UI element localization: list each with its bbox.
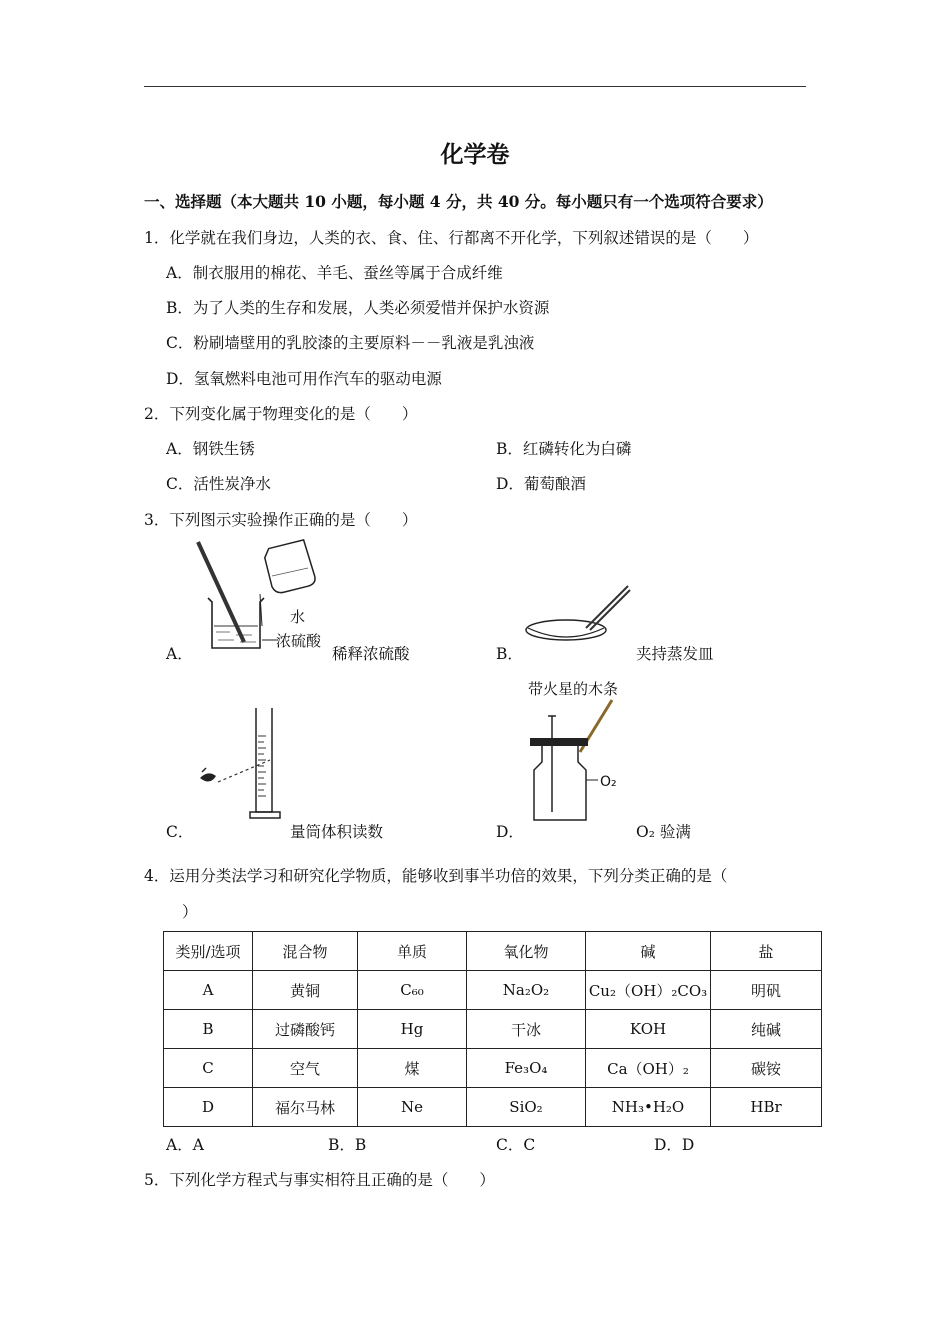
table-cell: SiO₂	[467, 1088, 586, 1127]
q2-option-c: C．活性炭净水	[166, 475, 271, 493]
label-glowing-splint: 带火星的木条	[528, 680, 619, 698]
q3-option-d-caption: O₂ 验满	[636, 823, 691, 841]
q1-option-c: C．粉刷墙壁用的乳胶漆的主要原料－－乳液是乳浊液	[166, 334, 535, 352]
table-cell: Cu₂（OH）₂CO₃	[586, 971, 711, 1010]
label-conc-acid: 浓硫酸	[276, 632, 322, 650]
q1-option-d: D．氢氧燃料电池可用作汽车的驱动电源	[166, 370, 442, 388]
section-heading: 一、选择题（本大题共 10 小题，每小题 4 分，共 40 分。每小题只有一个选项符合要求）	[144, 192, 773, 211]
table-row	[164, 1010, 822, 1049]
table-cell: Na₂O₂	[467, 971, 586, 1010]
figure-oxygen-test	[526, 676, 646, 824]
table-cell: Hg	[358, 1010, 467, 1049]
table-cell: B	[164, 1010, 253, 1049]
table-cell: NH₃•H₂O	[586, 1088, 711, 1127]
q4-option-c: C．C	[496, 1136, 536, 1154]
label-o2: O₂	[600, 774, 617, 790]
q1-option-a: A．制衣服用的棉花、羊毛、蚕丝等属于合成纤维	[166, 264, 503, 282]
table-cell: HBr	[711, 1088, 822, 1127]
q4-stem-line1: 4．运用分类法学习和研究化学物质，能够收到事半功倍的效果，下列分类正确的是（	[144, 867, 728, 885]
table-cell: KOH	[586, 1010, 711, 1049]
q3-option-b-caption: 夹持蒸发皿	[636, 645, 714, 663]
q4-option-a: A．A	[166, 1136, 204, 1154]
table-cell: 碳铵	[711, 1049, 822, 1088]
header-rule	[144, 86, 806, 87]
table-cell: 明矾	[711, 971, 822, 1010]
table-cell: 干冰	[467, 1010, 586, 1049]
table-header-cell: 碱	[586, 932, 711, 971]
table-row	[164, 1049, 822, 1088]
table-cell: 纯碱	[711, 1010, 822, 1049]
q1-option-b: B．为了人类的生存和发展，人类必须爱惜并保护水资源	[166, 299, 550, 317]
table-cell: 煤	[358, 1049, 467, 1088]
table-cell: C₆₀	[358, 971, 467, 1010]
q3-option-a-caption: 稀释浓硫酸	[332, 645, 410, 663]
figure-evaporating-dish	[522, 580, 634, 650]
table-cell: 福尔马林	[253, 1088, 358, 1127]
q4-option-d: D．D	[654, 1136, 695, 1154]
q1-stem: 1．化学就在我们身边，人类的衣、食、住、行都离不开化学，下列叙述错误的是（ ）	[144, 229, 759, 247]
table-header-cell: 混合物	[253, 932, 358, 971]
table-cell: D	[164, 1088, 253, 1127]
q4-option-b: B．B	[328, 1136, 367, 1154]
q4-stem-line2: ）	[182, 903, 198, 921]
q2-stem: 2．下列变化属于物理变化的是（ ）	[144, 405, 418, 423]
q3-stem: 3．下列图示实验操作正确的是（ ）	[144, 511, 418, 529]
table-row	[164, 971, 822, 1010]
classification-table	[163, 931, 822, 1127]
table-cell: 过磷酸钙	[253, 1010, 358, 1049]
table-cell: Ca（OH）₂	[586, 1049, 711, 1088]
table-header-cell: 单质	[358, 932, 467, 971]
figure-graduated-cylinder	[196, 706, 296, 824]
table-cell: 空气	[253, 1049, 358, 1088]
table-header-cell: 类别/选项	[164, 932, 253, 971]
table-header-row	[164, 932, 822, 971]
label-water: 水	[290, 608, 306, 626]
q2-option-b: B．红磷转化为白磷	[496, 440, 632, 458]
q3-option-d-letter: D．	[496, 823, 524, 841]
table-header-cell: 氧化物	[467, 932, 586, 971]
q3-option-c-letter: C．	[166, 823, 194, 841]
table-header-cell: 盐	[711, 932, 822, 971]
q2-option-d: D．葡萄酿酒	[496, 475, 586, 493]
table-cell: A	[164, 971, 253, 1010]
table-cell: Fe₃O₄	[467, 1049, 586, 1088]
q2-option-a: A．钢铁生锈	[166, 440, 255, 458]
table-cell: 黄铜	[253, 971, 358, 1010]
figure-dilute-acid	[190, 538, 340, 656]
page-title: 化学卷	[440, 141, 510, 168]
table-row	[164, 1088, 822, 1127]
q3-option-c-caption: 量筒体积读数	[290, 823, 384, 841]
table-cell: Ne	[358, 1088, 467, 1127]
q3-option-b-letter: B．	[496, 645, 523, 663]
table-cell: C	[164, 1049, 253, 1088]
q5-stem: 5．下列化学方程式与事实相符且正确的是（ ）	[144, 1171, 495, 1189]
q3-option-a-letter: A．	[166, 645, 193, 663]
